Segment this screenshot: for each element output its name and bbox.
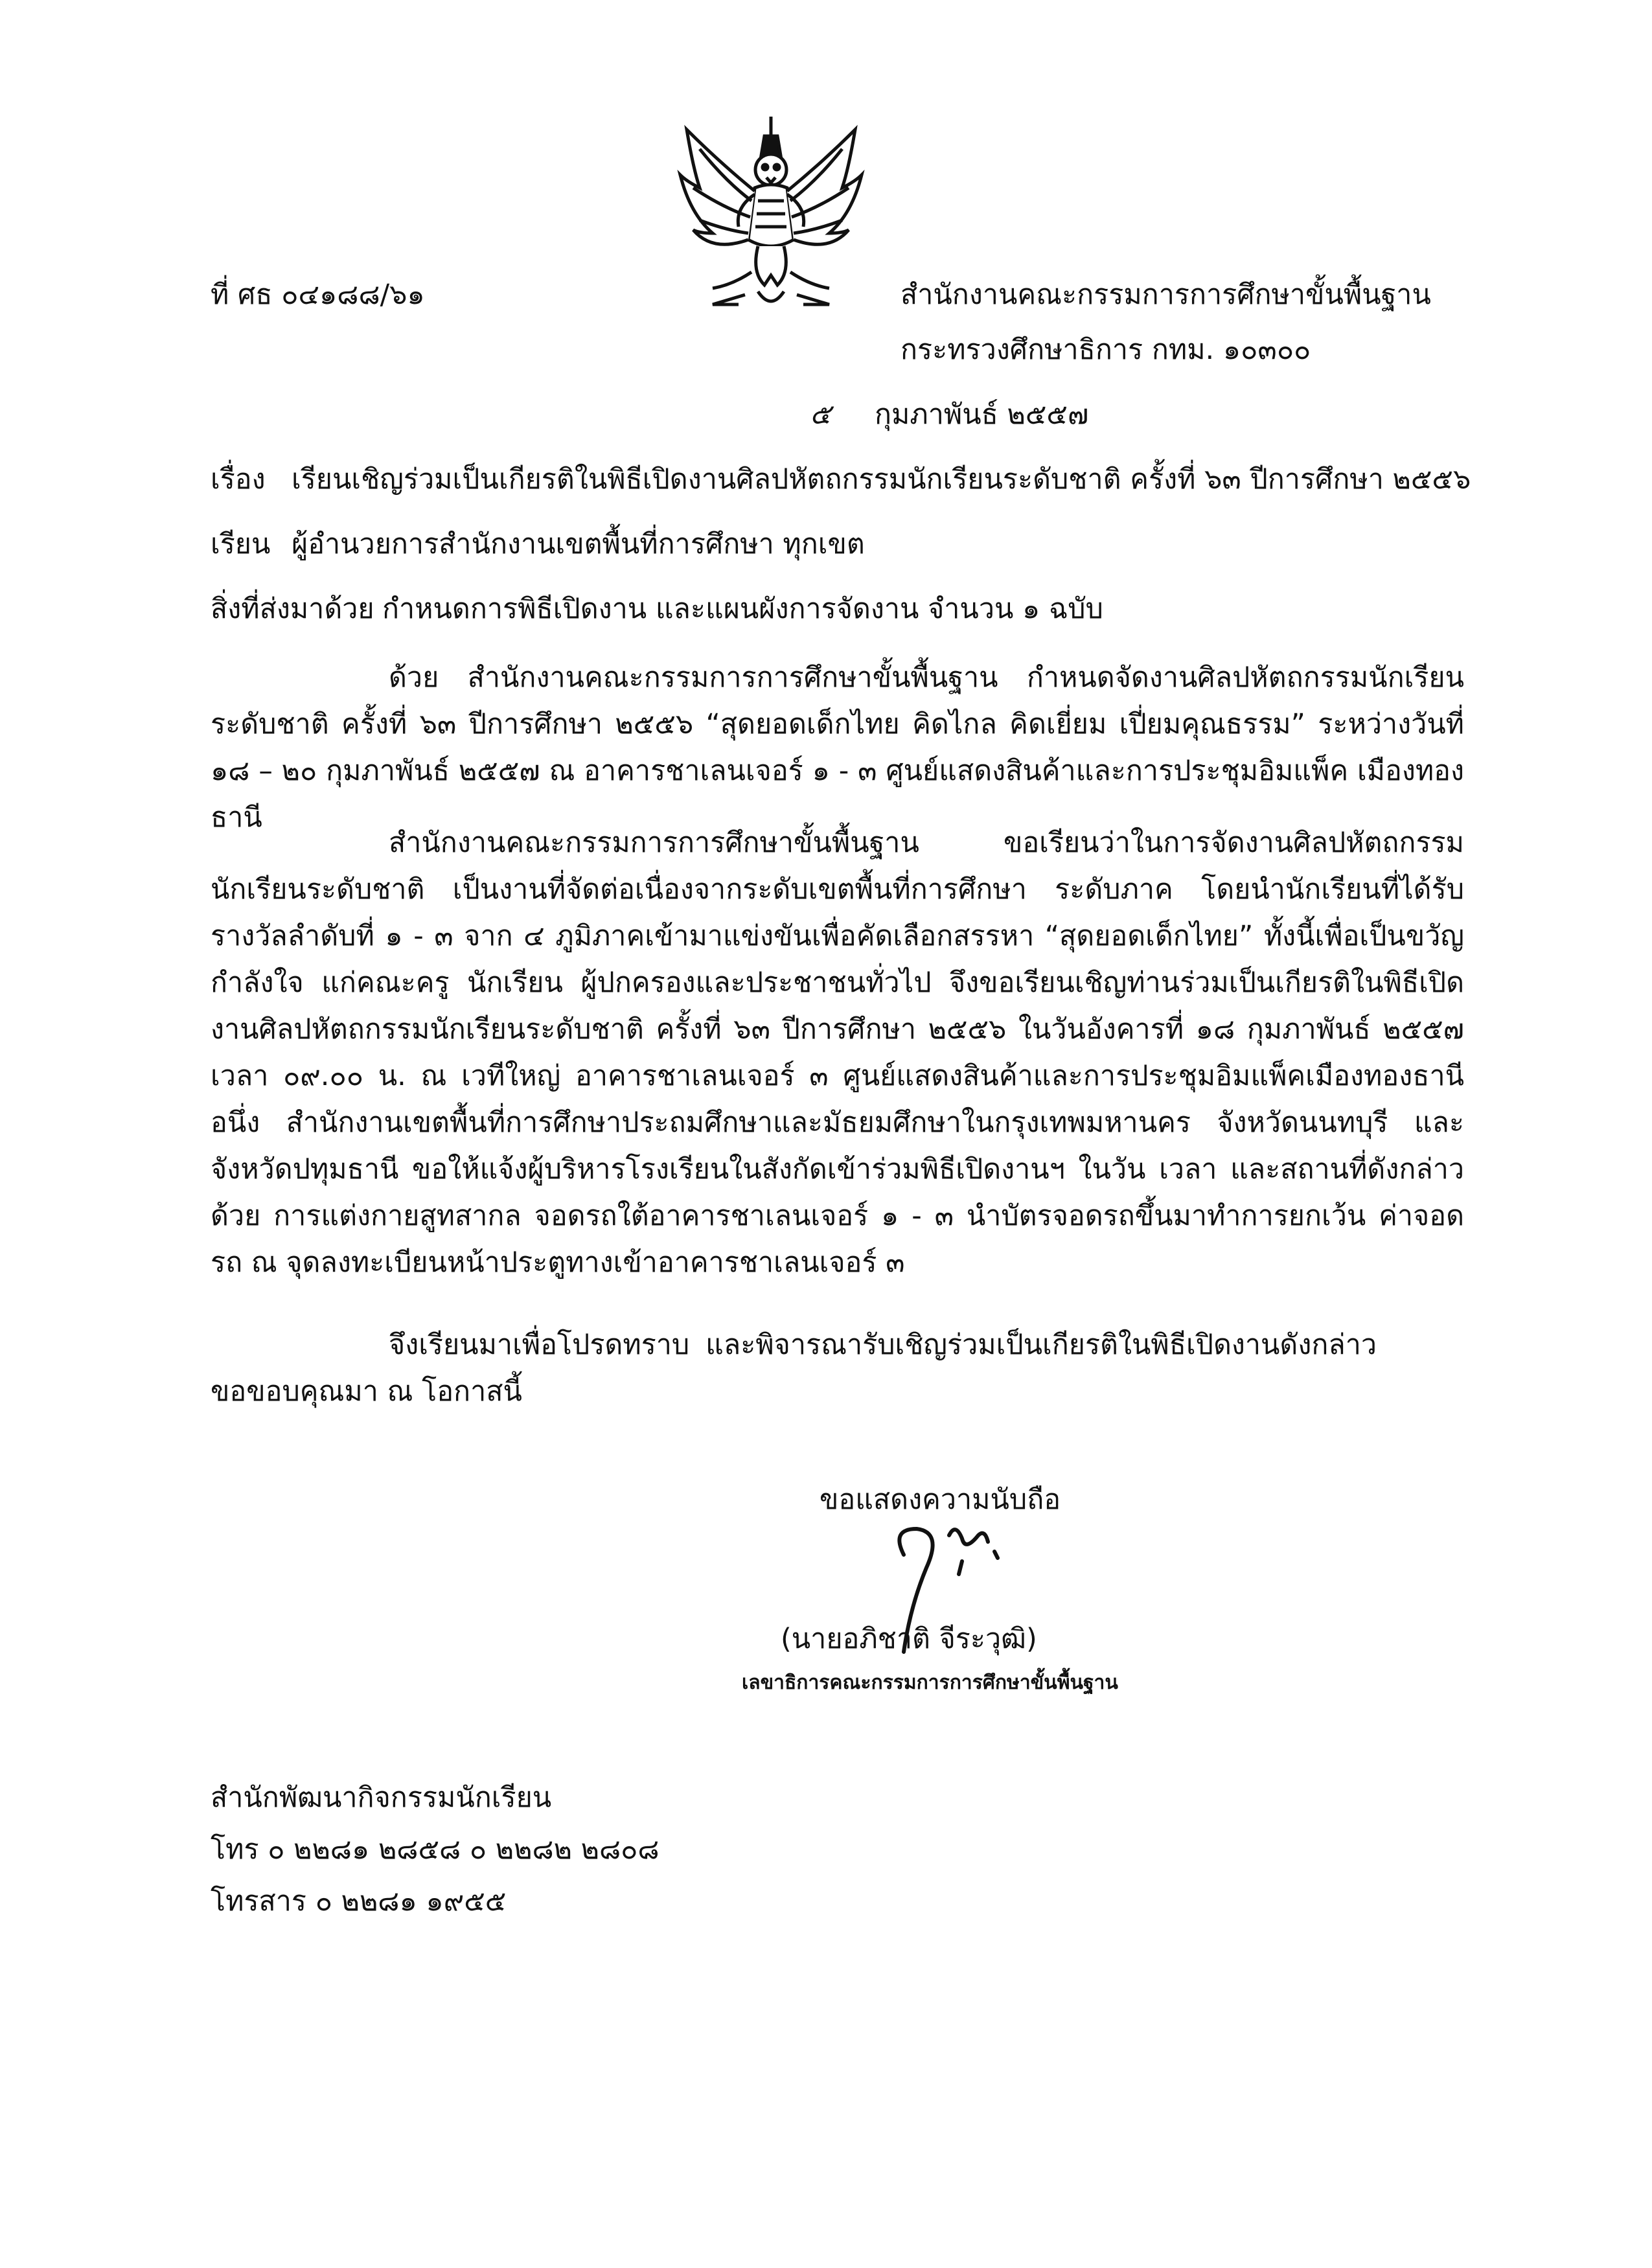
- subject-text: เรียนเชิญร่วมเป็นเกียรติในพิธีเปิดงานศิลปหัตถกรรมนักเรียนระดับชาติ ครั้งที่ ๖๓ ปีการศึกษา ๒๕๕๖: [292, 463, 1471, 496]
- to-label: เรียน: [211, 528, 271, 560]
- office-name: สำนักพัฒนากิจกรรมนักเรียน: [211, 1781, 552, 1814]
- body-paragraph-1: ด้วย สำนักงานคณะกรรมการการศึกษาขั้นพื้นฐาน กำหนดจัดงานศิลปหัตถกรรมนักเรียนระดับชาติ ครั้งที่ ๖๓ ปีการศึกษา ๒๕๕๖ “สุดยอดเด็กไทย คิดไกล คิดเยี่ยม เปี่ยมคุณธรรม” ระหว่างวันที่ ๑๘ – ๒๐ กุมภาพันธ์ ๒๕๕๗ ณ อาคารชาเลนเจอร์ ๑ - ๓ ศูนย์แสดงสินค้าและการประชุมอิมแพ็ค เมืองทองธานี: [211, 661, 1464, 834]
- phone-number: โทร ๐ ๒๒๘๑ ๒๘๕๘ ๐ ๒๒๘๒ ๒๘๐๘: [211, 1833, 660, 1866]
- enclosure-text: กำหนดการพิธีเปิดงาน และแผนผังการจัดงาน จำนวน ๑ ฉบับ: [382, 593, 1103, 625]
- body-paragraph-3: จึงเรียนมาเพื่อโปรดทราบ และพิจารณารับเชิญร่วมเป็นเกียรติในพิธีเปิดงานดังกล่าว ขอขอบคุณมา ณ โอกาสนี้: [211, 1329, 1377, 1408]
- date-month-year: กุมภาพันธ์ ๒๕๕๗: [875, 398, 1089, 431]
- signer-name: (นายอภิชาติ จีระวุฒิ): [781, 1623, 1037, 1655]
- agency-name: สำนักงานคณะกรรมการการศึกษาขั้นพื้นฐาน: [901, 279, 1431, 311]
- signer-title: เลขาธิการคณะกรรมการการศึกษาขั้นพื้นฐาน: [742, 1671, 1118, 1694]
- date-day: ๕: [810, 398, 831, 431]
- closing-salutation: ขอแสดงความนับถือ: [820, 1483, 1061, 1516]
- enclosure-label: สิ่งที่ส่งมาด้วย: [211, 593, 374, 625]
- fax-number: โทรสาร ๐ ๒๒๘๑ ๑๙๕๕: [211, 1885, 507, 1918]
- reference-number: ที่ ศธ ๐๔๑๘๘/๖๑: [211, 279, 425, 311]
- garuda-emblem-icon: [674, 110, 868, 324]
- subject-label: เรื่อง: [211, 463, 266, 496]
- agency-address: กระทรวงศึกษาธิการ กทม. ๑๐๓๐๐: [901, 334, 1311, 366]
- to-text: ผู้อำนวยการสำนักงานเขตพื้นที่การศึกษา ทุกเขต: [292, 528, 865, 560]
- body-paragraph-2: สำนักงานคณะกรรมการการศึกษาขั้นพื้นฐาน ขอเรียนว่าในการจัดงานศิลปหัตถกรรมนักเรียนระดับชาติ เป็นงานที่จัดต่อเนื่องจากระดับเขตพื้นที่การศึกษา ระดับภาค โดยนำนักเรียนที่ได้รับรางวัลลำดับที่ ๑ - ๓ จาก ๔ ภูมิภาคเข้ามาแข่งขันเพื่อคัดเลือกสรรหา “สุดยอดเด็กไทย” ทั้งนี้เพื่อเป็นขวัญกำลังใจ แก่คณะครู นักเรียน ผู้ปกครองและประชาชนทั่วไป จึงขอเรียนเชิญท่านร่วมเป็นเกียรติในพิธีเปิดงานศิลปหัตถกรรมนักเรียนระดับชาติ ครั้งที่ ๖๓ ปีการศึกษา ๒๕๕๖ ในวันอังคารที่ ๑๘ กุมภาพันธ์ ๒๕๕๗ เวลา ๐๙.๐๐ น. ณ เวทีใหญ่ อาคารชาเลนเจอร์ ๓ ศูนย์แสดงสินค้าและการประชุมอิมแพ็คเมืองทองธานี อนึ่ง สำนักงานเขตพื้นที่การศึกษาประถมศึกษาและมัธยมศึกษาในกรุงเทพมหานคร จังหวัดนนทบุรี และจังหวัดปทุมธานี ขอให้แจ้งผู้บริหารโรงเรียนในสังกัดเข้าร่วมพิธีเปิดงานฯ ในวัน เวลา และสถานที่ดังกล่าวด้วย การแต่งกายสูทสากล จอดรถใต้อาคารชาเลนเจอร์ ๑ - ๓ นำบัตรจอดรถขึ้นมาทำการยกเว้น ค่าจอดรถ ณ จุดลงทะเบียนหน้าประตูทางเข้าอาคารชาเลนเจอร์ ๓: [211, 827, 1464, 1279]
